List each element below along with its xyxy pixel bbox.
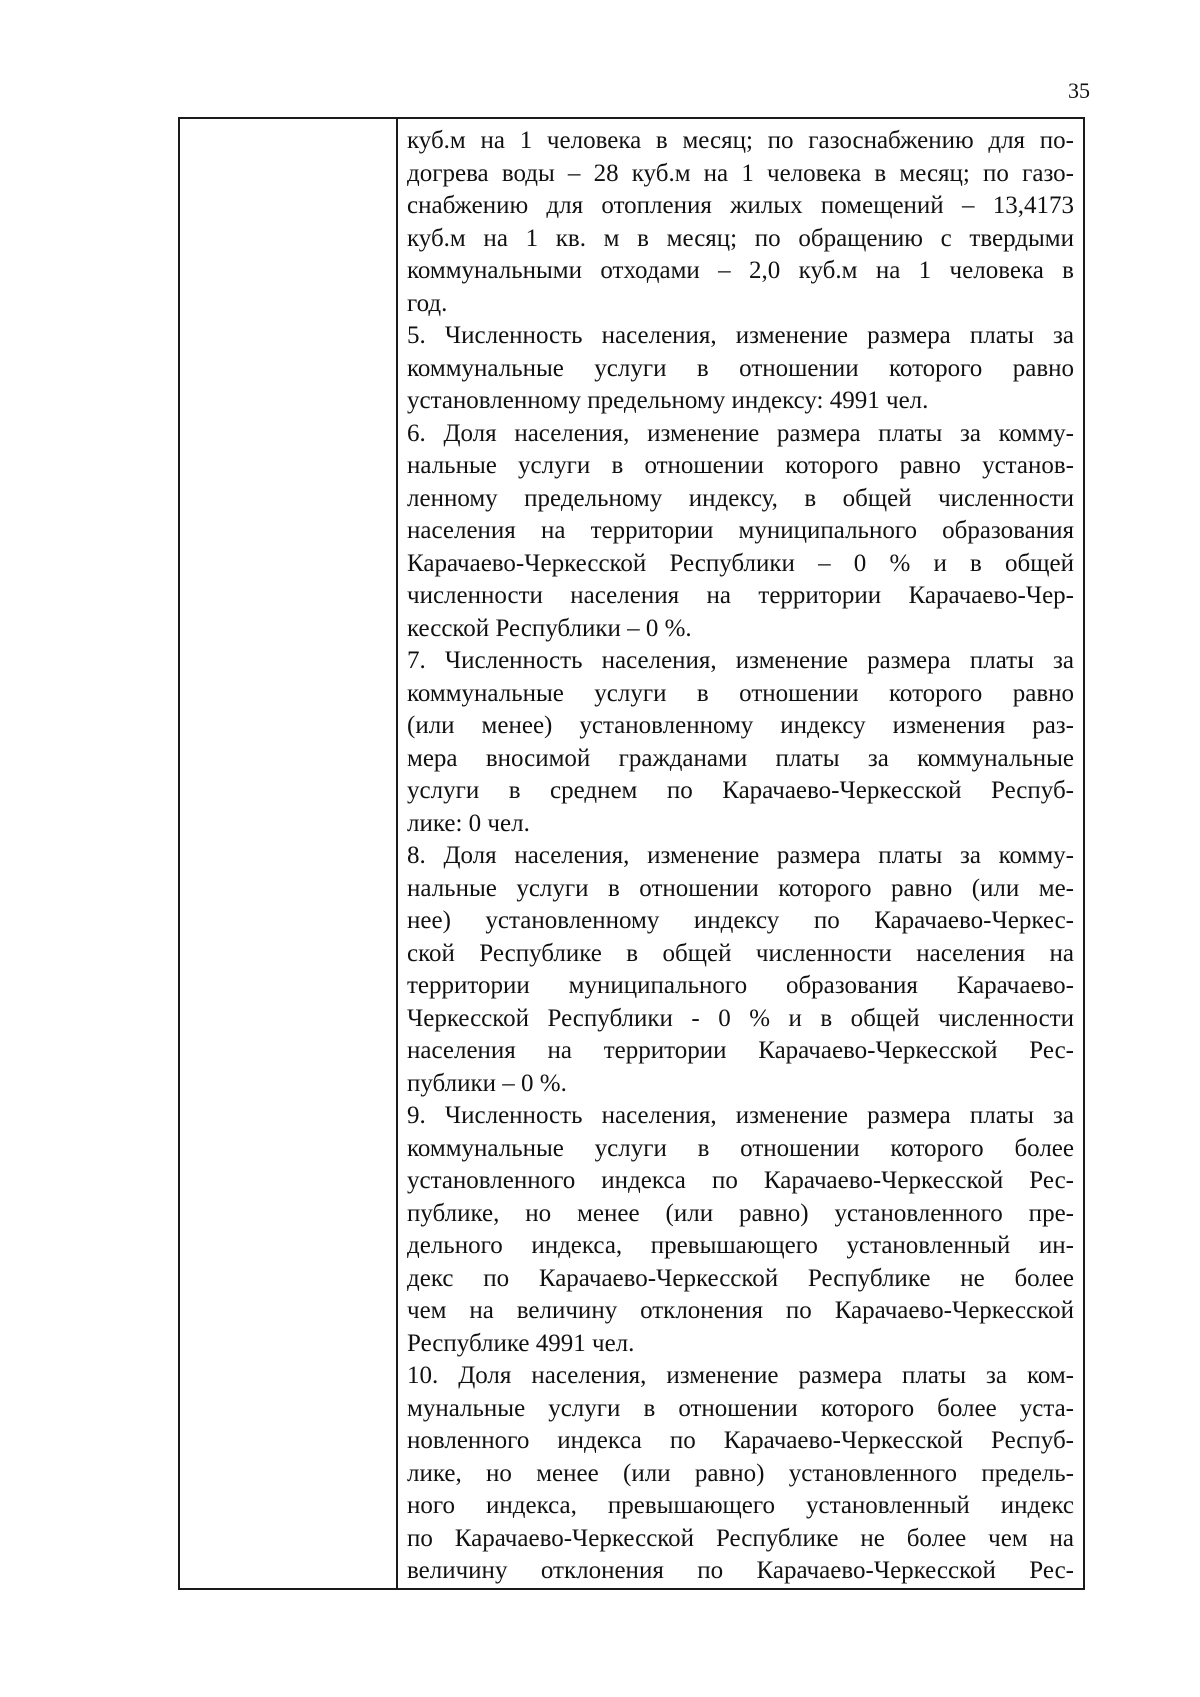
text-line: снабжению для отопления жилых помещений – 13,4173 (407, 192, 1074, 219)
text-line: догрева воды – 28 куб.м на 1 человека в месяц; по газо- (407, 159, 1074, 187)
table-left-cell (180, 119, 398, 1588)
text-line: коммунальными отходами – 2,0 куб.м на 1 человека в (407, 257, 1074, 284)
page-number: 35 (1068, 78, 1090, 103)
text-line: коммунальные услуги в отношении которого равно (407, 679, 1074, 707)
text-line: мера вносимой гражданами платы за коммунальные (407, 744, 1074, 772)
text-line: 5. Численность населения, изменение размера платы за (407, 322, 1074, 349)
text-line: ного индекса, превышающего установленный индекс (407, 1492, 1074, 1519)
text-line: публике, но менее (или равно) установленного пре- (407, 1199, 1074, 1227)
text-line: нальные услуги в отношении которого равно (или ме- (407, 874, 1074, 902)
text-line: населения на территории Карачаево-Черкесской Рес- (407, 1037, 1074, 1064)
document-table (178, 117, 1085, 1590)
text-line: лике: 0 чел. (407, 809, 530, 837)
text-line: 9. Численность населения, изменение размера платы за (407, 1102, 1074, 1129)
table-right-cell (398, 119, 1083, 1588)
text-line: публики – 0 %. (407, 1069, 567, 1097)
text-line: новленного индекса по Карачаево-Черкесской Респуб- (407, 1427, 1074, 1454)
text-line: по Карачаево-Черкесской Республике не более чем на (407, 1524, 1074, 1552)
text-line: год. (407, 289, 448, 317)
text-line: 8. Доля населения, изменение размера платы за комму- (407, 842, 1074, 869)
text-line: Республике 4991 чел. (407, 1329, 635, 1357)
text-line: численности населения на территории Карачаево-Чер- (407, 582, 1074, 609)
text-line: чем на величину отклонения по Карачаево-Черкесской (407, 1297, 1074, 1324)
text-line: коммунальные услуги в отношении которого более (407, 1134, 1074, 1162)
text-line: нальные услуги в отношении которого равно установ- (407, 452, 1074, 479)
text-line: услуги в среднем по Карачаево-Черкесской Респуб- (407, 777, 1074, 804)
text-line: коммунальные услуги в отношении которого равно (407, 354, 1074, 382)
text-line: куб.м на 1 человека в месяц; по газоснабжению для по- (407, 127, 1074, 154)
text-line: 6. Доля населения, изменение размера платы за комму- (407, 419, 1074, 447)
text-line: 7. Численность населения, изменение размера платы за (407, 647, 1074, 674)
text-line: декс по Карачаево-Черкесской Республике не более (407, 1264, 1074, 1292)
text-line: установленного индекса по Карачаево-Черкесской Рес- (407, 1167, 1074, 1194)
text-line: куб.м на 1 кв. м в месяц; по обращению с твердыми (407, 224, 1074, 252)
text-line: Черкесской Республики - 0 % и в общей численности (407, 1004, 1074, 1032)
text-line: мунальные услуги в отношении которого более уста- (407, 1394, 1074, 1422)
text-line: нее) установленному индексу по Карачаево-Черкес- (407, 907, 1074, 934)
text-line: величину отклонения по Карачаево-Черкесской Рес- (407, 1557, 1074, 1584)
text-line: ской Республике в общей численности населения на (407, 939, 1074, 967)
text-line: установленному предельному индексу: 4991 чел. (407, 387, 929, 414)
text-line: населения на территории муниципального образования (407, 517, 1074, 544)
text-line: дельного индекса, превышающего установленный ин- (407, 1232, 1074, 1259)
text-line: 10. Доля населения, изменение размера платы за ком- (407, 1362, 1074, 1389)
text-line: (или менее) установленному индексу изменения раз- (407, 712, 1074, 739)
text-line: кесской Республики – 0 %. (407, 614, 692, 642)
text-line: ленному предельному индексу, в общей численности (407, 484, 1074, 512)
text-line: Карачаево-Черкесской Республики – 0 % и в общей (407, 549, 1074, 577)
text-line: лике, но менее (или равно) установленного предель- (407, 1459, 1074, 1487)
text-line: территории муниципального образования Карачаево- (407, 972, 1074, 999)
